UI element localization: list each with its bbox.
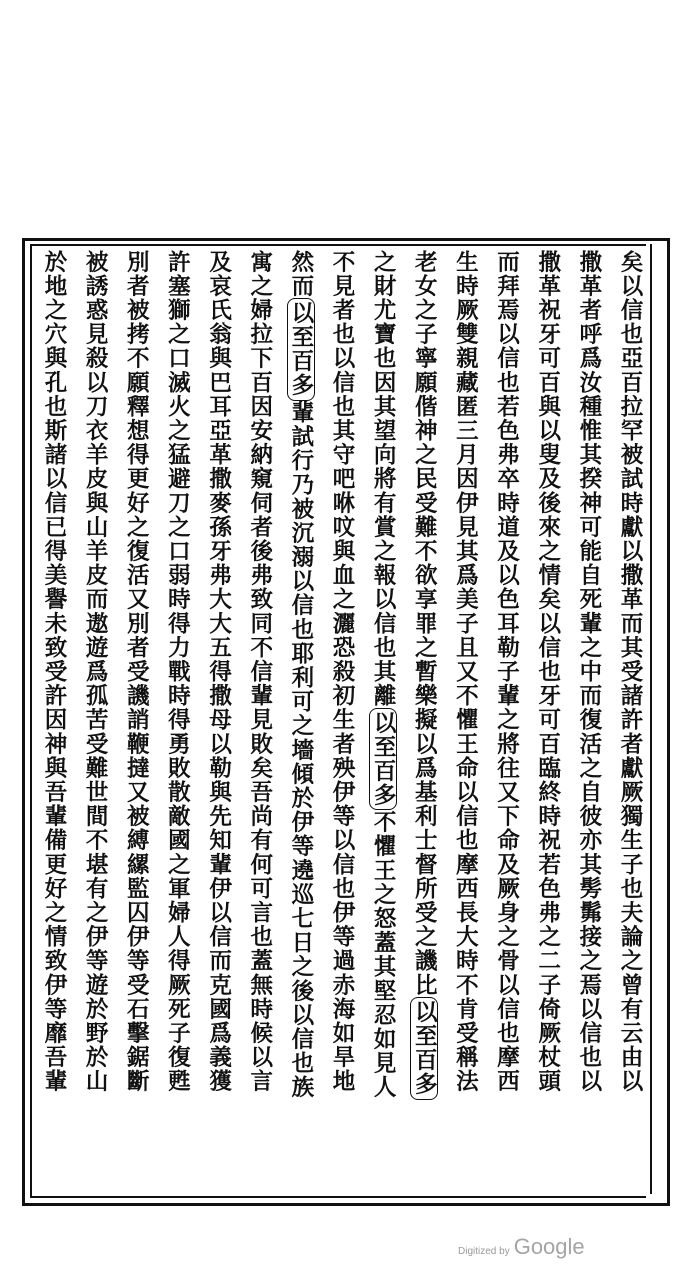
- column-text: 生時厥雙親藏匿三月因伊見其爲美子且又不懼王命以信也摩西長大時不肯受稱法: [452, 250, 479, 1094]
- text-column: [614, 250, 646, 1190]
- text-column: [203, 250, 235, 1190]
- side-rule: [650, 244, 652, 1194]
- digitized-watermark: [458, 1234, 585, 1260]
- column-text: 不見者也以信也其守吧咻呅與血之灑恐殺初生者殃伊等以信也伊等過赤海如旱地: [328, 250, 355, 1094]
- column-text-continued: 輩試行乃被沉溺以信也耶利可之墻傾於伊等遶巡七日之後以信也族: [287, 400, 314, 1100]
- google-logo-text: Google: [513, 1234, 585, 1259]
- column-text: 被誘惑見殺以刀衣羊皮與山羊皮而遨遊爲孤苦受難世間不堪有之伊等遊於野於山: [82, 250, 109, 1094]
- boxed-name: 以至百多: [369, 708, 397, 810]
- text-column: [285, 250, 317, 1190]
- column-text: 撒革者呼爲汝種惟其揆神可能自死輩之中而復活之自彼亦其髣髴接之焉以信也以: [575, 250, 602, 1094]
- text-column: [244, 250, 276, 1190]
- column-text: 寓之婦拉下百因安納窺伺者後弗致同不信輩見敗矣吾尚有何可言也蓋無時候以言: [246, 250, 273, 1094]
- text-column: [573, 250, 605, 1190]
- text-column: [79, 250, 111, 1190]
- column-text: 許塞獅之口滅火之猛避刀之口弱時得力戰時得勇敗散敵國之軍婦人得厥死子復甦: [164, 250, 191, 1094]
- column-text: 及哀氏翁與巴耳亞革撒麥孫牙弗大大五得撒母以勒與先知輩伊以信而克國爲義獲: [205, 250, 232, 1094]
- boxed-name: 以至百多: [287, 298, 315, 400]
- column-text-continued: 不懼王之怒蓋其堅忍如見人: [370, 810, 397, 1100]
- text-columns: [38, 250, 646, 1190]
- text-column: [326, 250, 358, 1190]
- boxed-name: 以至百多: [410, 997, 438, 1099]
- column-text: 而拜焉以信也若色弗卒時道及以色耳勒子輩之將往又下命及厥身之骨以信也摩西: [493, 250, 520, 1094]
- text-column: [367, 250, 399, 1190]
- text-column: [38, 250, 70, 1190]
- text-column: [449, 250, 481, 1190]
- column-text: 別者被拷不願釋想得更好之復活又別者受譏誚鞭撻又被縛縲監囚伊等受石擊鋸斷: [123, 250, 150, 1094]
- column-text: 之財尤寶也因其望向將有賞之報以信也其離: [370, 250, 397, 708]
- watermark-prefix: Digitized by: [458, 1246, 510, 1257]
- column-text: 矣以信也亞百拉罕被試時獻以撒革而其受諸許者獻厥獨生子也夫論之曾有云由以: [616, 250, 643, 1094]
- text-column: [532, 250, 564, 1190]
- text-column: [408, 250, 440, 1190]
- text-column: [161, 250, 193, 1190]
- column-text: 然而: [287, 250, 314, 299]
- column-text: 於地之穴與孔也斯諸以信已得美譽未致受許因神與吾輩備更好之情致伊等靡吾輩: [41, 250, 67, 1094]
- column-text: 老女之子寧願偕神之民受難不欲享罪之暫樂擬以爲基利士督所受之譏比: [411, 250, 438, 998]
- column-text: 撒革祝牙可百與以叟及後來之情矣以信也牙可百臨終時祝若色弗之二子倚厥杖頭: [534, 250, 561, 1094]
- text-column: [120, 250, 152, 1190]
- text-column: [491, 250, 523, 1190]
